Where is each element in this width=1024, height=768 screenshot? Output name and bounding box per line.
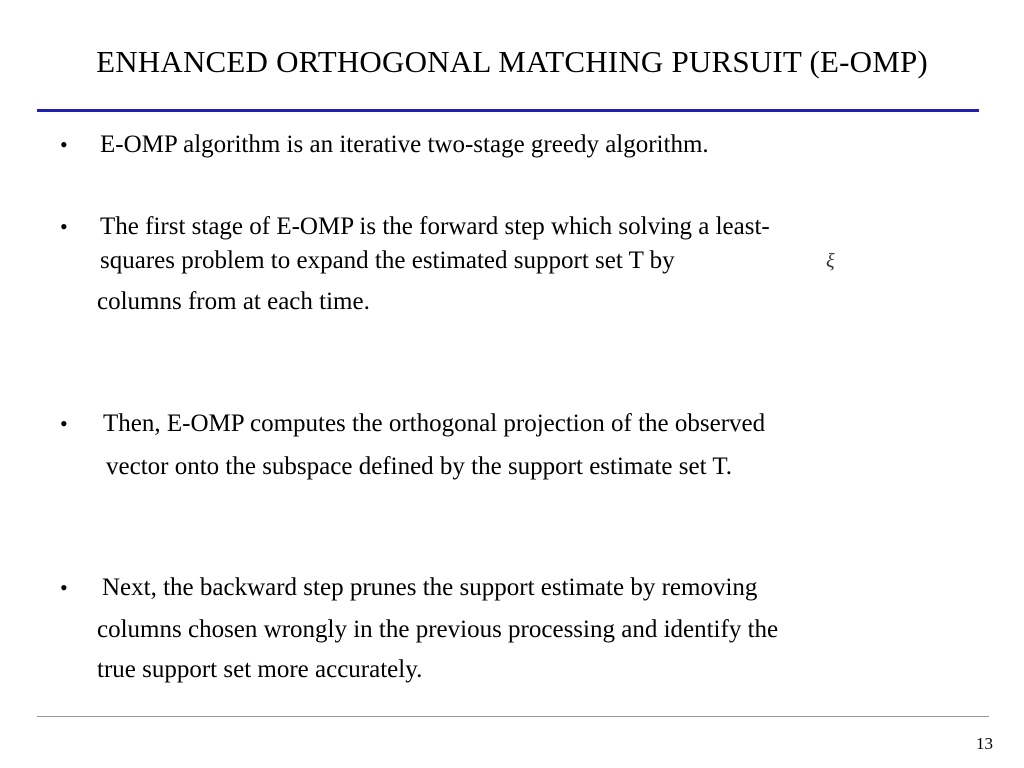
bullet-4-line-2: columns chosen wrongly in the previous processing and identify the [97,616,779,643]
bullet-marker: • [60,411,68,436]
bullet-4-line-3: true support set more accurately. [97,656,423,683]
bullet-1-line-1: E-OMP algorithm is an iterative two-stage greedy algorithm. [100,131,709,158]
slide-title: ENHANCED ORTHOGONAL MATCHING PURSUIT (E-OMP) [96,44,928,79]
bullet-2-line-3: columns from at each time. [97,288,370,315]
bullet-2-line-2: squares problem to expand the estimated support set T by [100,247,675,274]
bullet-marker: • [60,214,68,239]
title-divider [37,109,979,112]
xi-symbol: ξ [826,250,835,272]
bullet-marker: • [60,575,68,600]
bullet-3-line-1: Then, E-OMP computes the orthogonal projection of the observed [103,410,766,437]
bullet-marker: • [60,132,68,157]
footer-divider [37,716,989,717]
page-number: 13 [976,734,993,753]
bullet-2-line-1: The first stage of E-OMP is the forward step which solving a least- [100,213,770,240]
bullet-3-line-2: vector onto the subspace defined by the support estimate set T. [106,453,732,480]
bullet-4-line-1: Next, the backward step prunes the support estimate by removing [102,574,758,601]
